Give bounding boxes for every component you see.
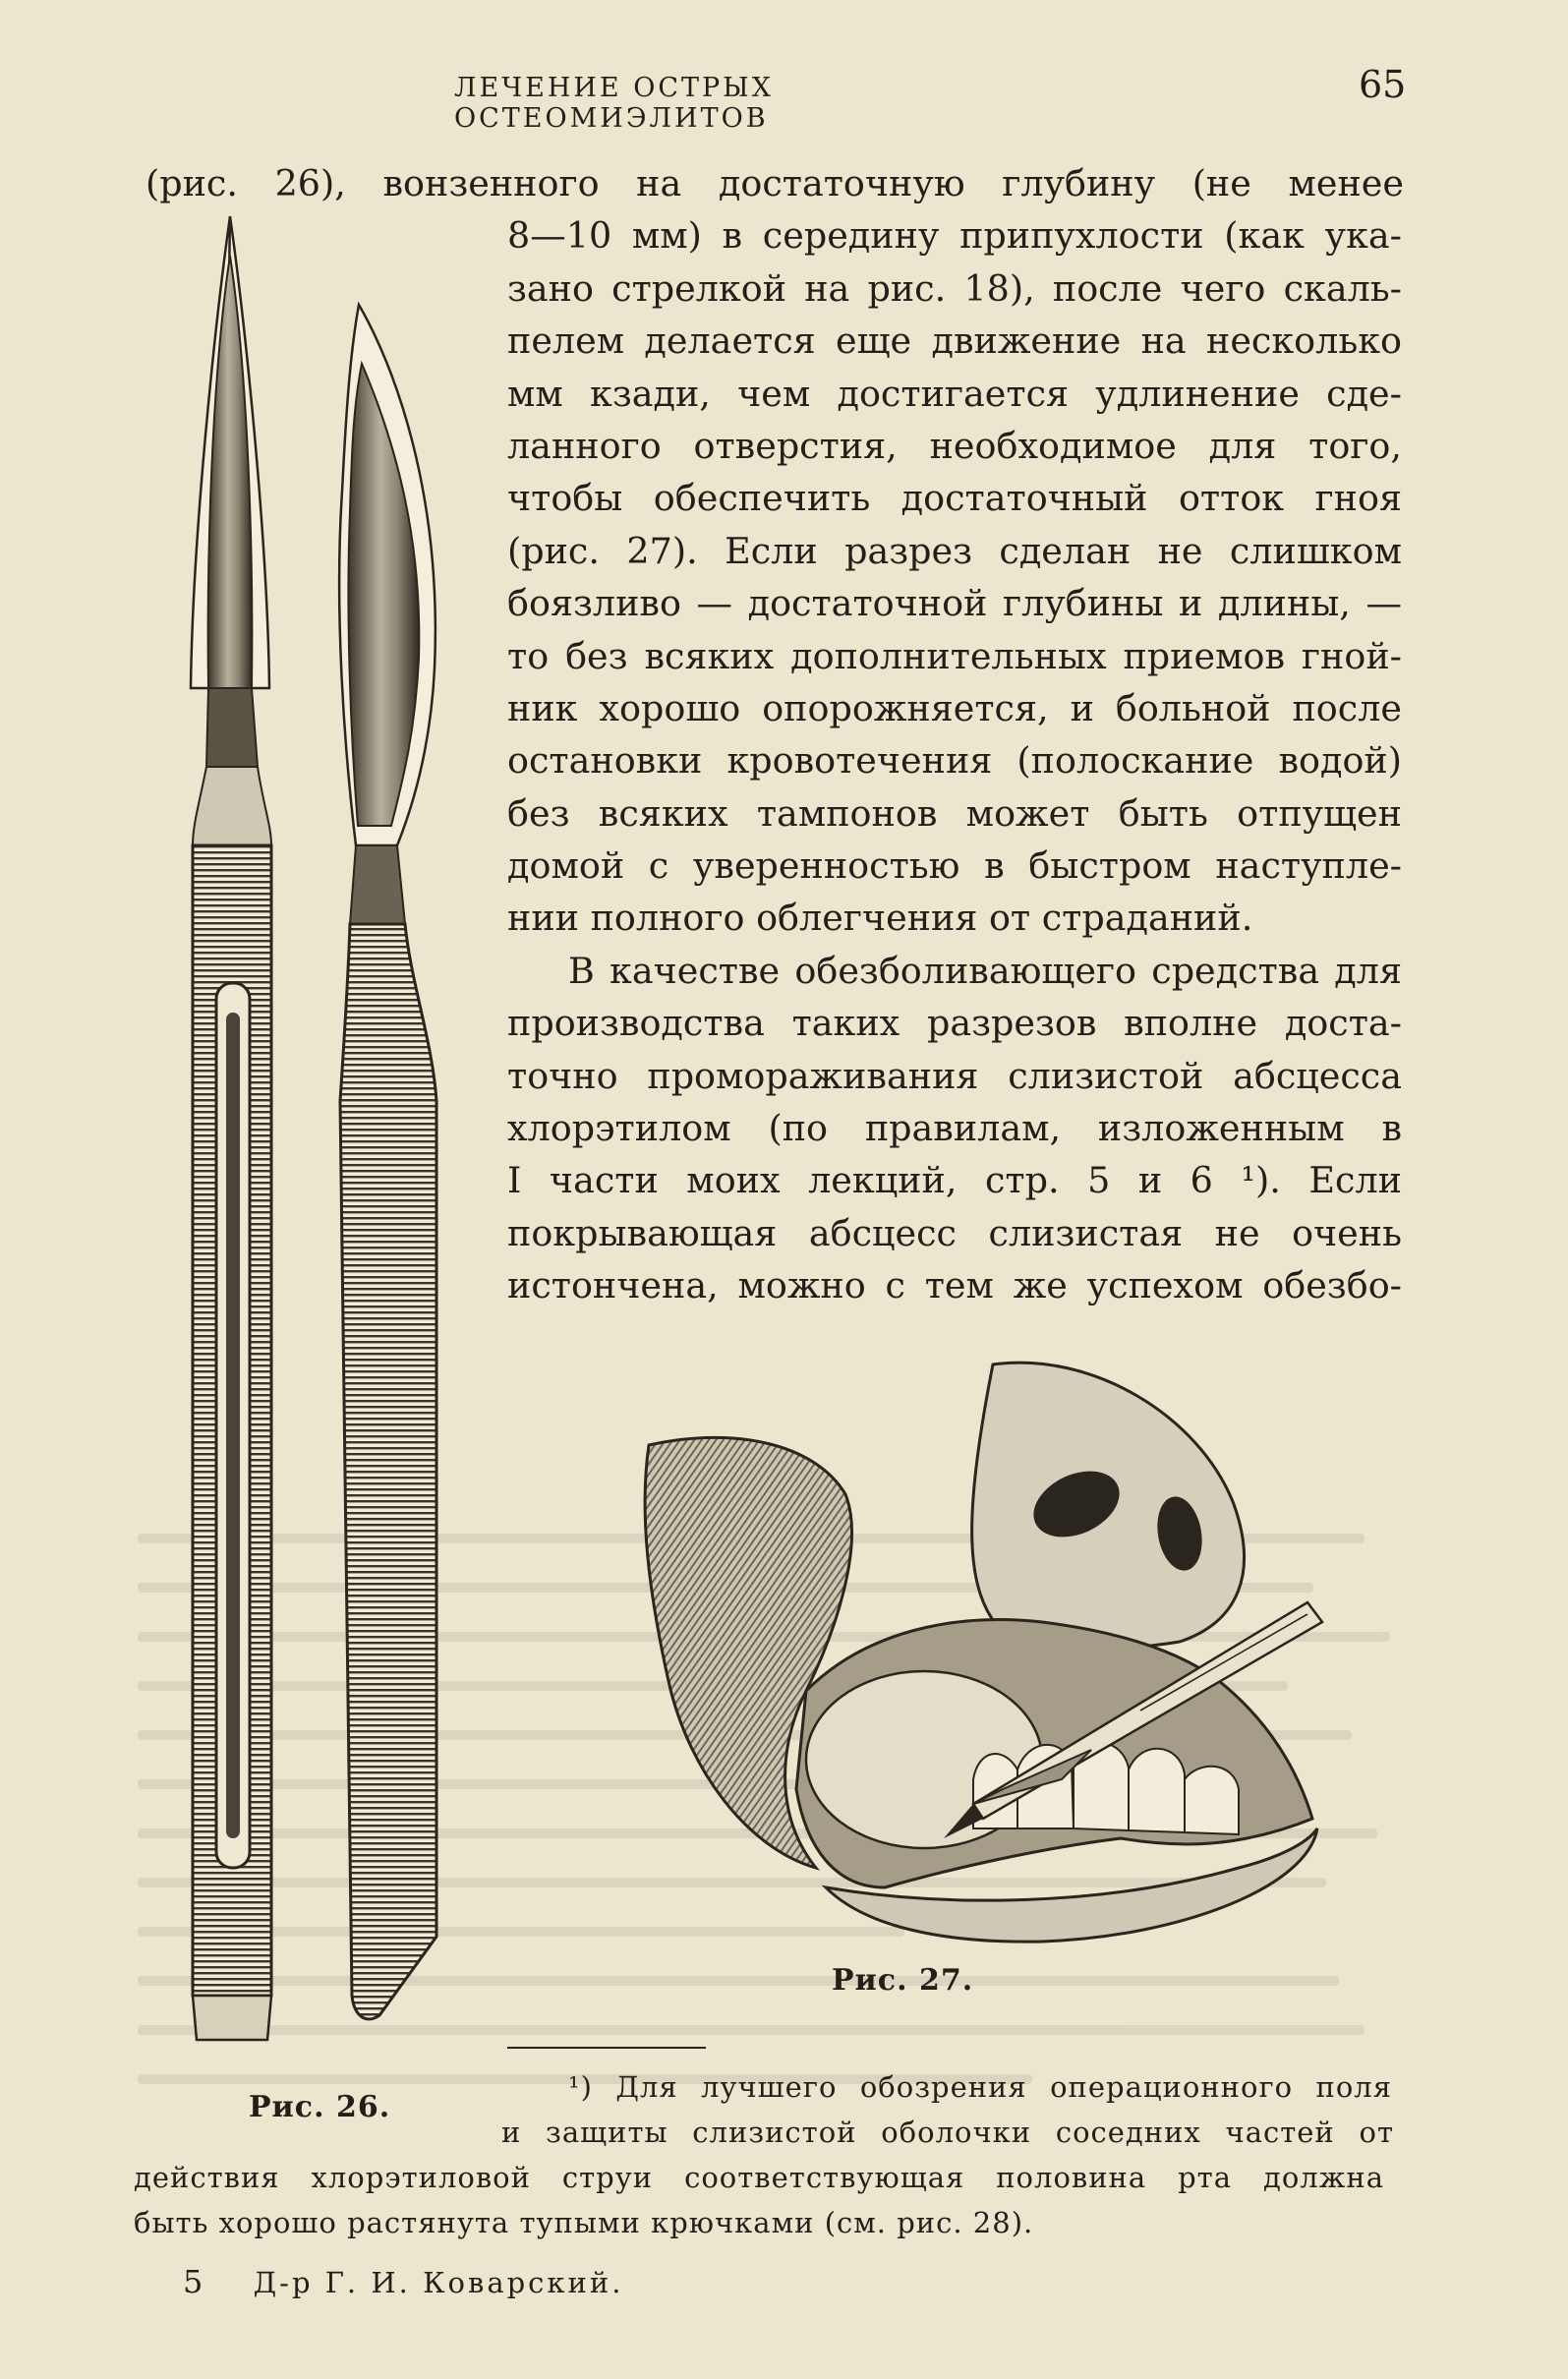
scalpel-lancet [191, 216, 271, 2040]
running-head: ЛЕЧЕНИЕ ОСТРЫХ ОСТЕОМИЭЛИТОВ [454, 73, 774, 134]
footnote-rule [507, 2047, 706, 2049]
text-line: (рис. 27). Если разрез сделан не слишком [507, 529, 1402, 572]
figure-27-caption: Рис. 27. [832, 1963, 974, 1998]
text-line: остановки кровотечения (полоскание водой) [507, 739, 1402, 783]
footnote-line: действия хлорэтиловой струи соответствующая половина рта должна [134, 2161, 1384, 2194]
text-line: ланного отверстия, необходимое для того, [507, 424, 1402, 467]
text-line: покрывающая абсцесс слизистая не очень [507, 1211, 1402, 1254]
text-line: производства таких разрезов вполне доста- [507, 1002, 1402, 1045]
text-line: домой с уверенностью в быстром наступле- [507, 844, 1402, 888]
figure-26-caption: Рис. 26. [249, 2090, 391, 2124]
page-number: 65 [1359, 63, 1407, 106]
figure-26-scalpels [147, 197, 462, 2055]
text-line: пелем делается еще движение на несколько [507, 319, 1402, 363]
text-line: точно промораживания слизистой абсцесса [507, 1054, 1402, 1097]
figure-27-mouth-incision [629, 1357, 1347, 1946]
text-line: то без всяких дополнительных приемов гной- [507, 634, 1402, 677]
signature-author: Д-р Г. И. Коварский. [253, 2266, 624, 2299]
text-line: мм кзади, чем достигается удлинение сде- [507, 372, 1402, 415]
signature-number: 5 [183, 2263, 206, 2300]
text-line: без всяких тампонов может быть отпущен [507, 791, 1402, 835]
footnote-line: быть хорошо растянута тупыми крючками (см. рис. 28). [134, 2206, 1034, 2239]
text-line: нии полного облегчения от страданий. [507, 897, 1253, 940]
text-line: хлорэтилом (по правилам, изложенным в [507, 1107, 1402, 1150]
text-line: истончена, можно с тем же успехом обезбо- [507, 1264, 1402, 1307]
footnote-line: ¹) Для лучшего обозрения операционного поля [568, 2070, 1392, 2104]
scalpel-bellied [339, 305, 436, 2019]
footnote-line: и защиты слизистой оболочки соседних частей от [501, 2116, 1394, 2149]
text-line: чтобы обеспечить достаточный отток гноя [507, 477, 1402, 520]
text-line: В качестве обезболивающего средства для [568, 949, 1402, 992]
signature-line [183, 2263, 623, 2300]
text-line: ник хорошо опорожняется, и больной после [507, 686, 1402, 729]
footnote [0, 2064, 1568, 2245]
text-line: боязливо — достаточной глубины и длины, — [507, 582, 1402, 625]
text-line: 8—10 мм) в середину припухлости (как ука- [507, 214, 1402, 258]
text-line: (рис. 26), вонзенного на достаточную глубину (не менее [145, 162, 1404, 204]
text-line: I части моих лекций, стр. 5 и 6 ¹). Если [507, 1159, 1402, 1202]
text-line: зано стрелкой на рис. 18), после чего скаль- [507, 266, 1402, 310]
